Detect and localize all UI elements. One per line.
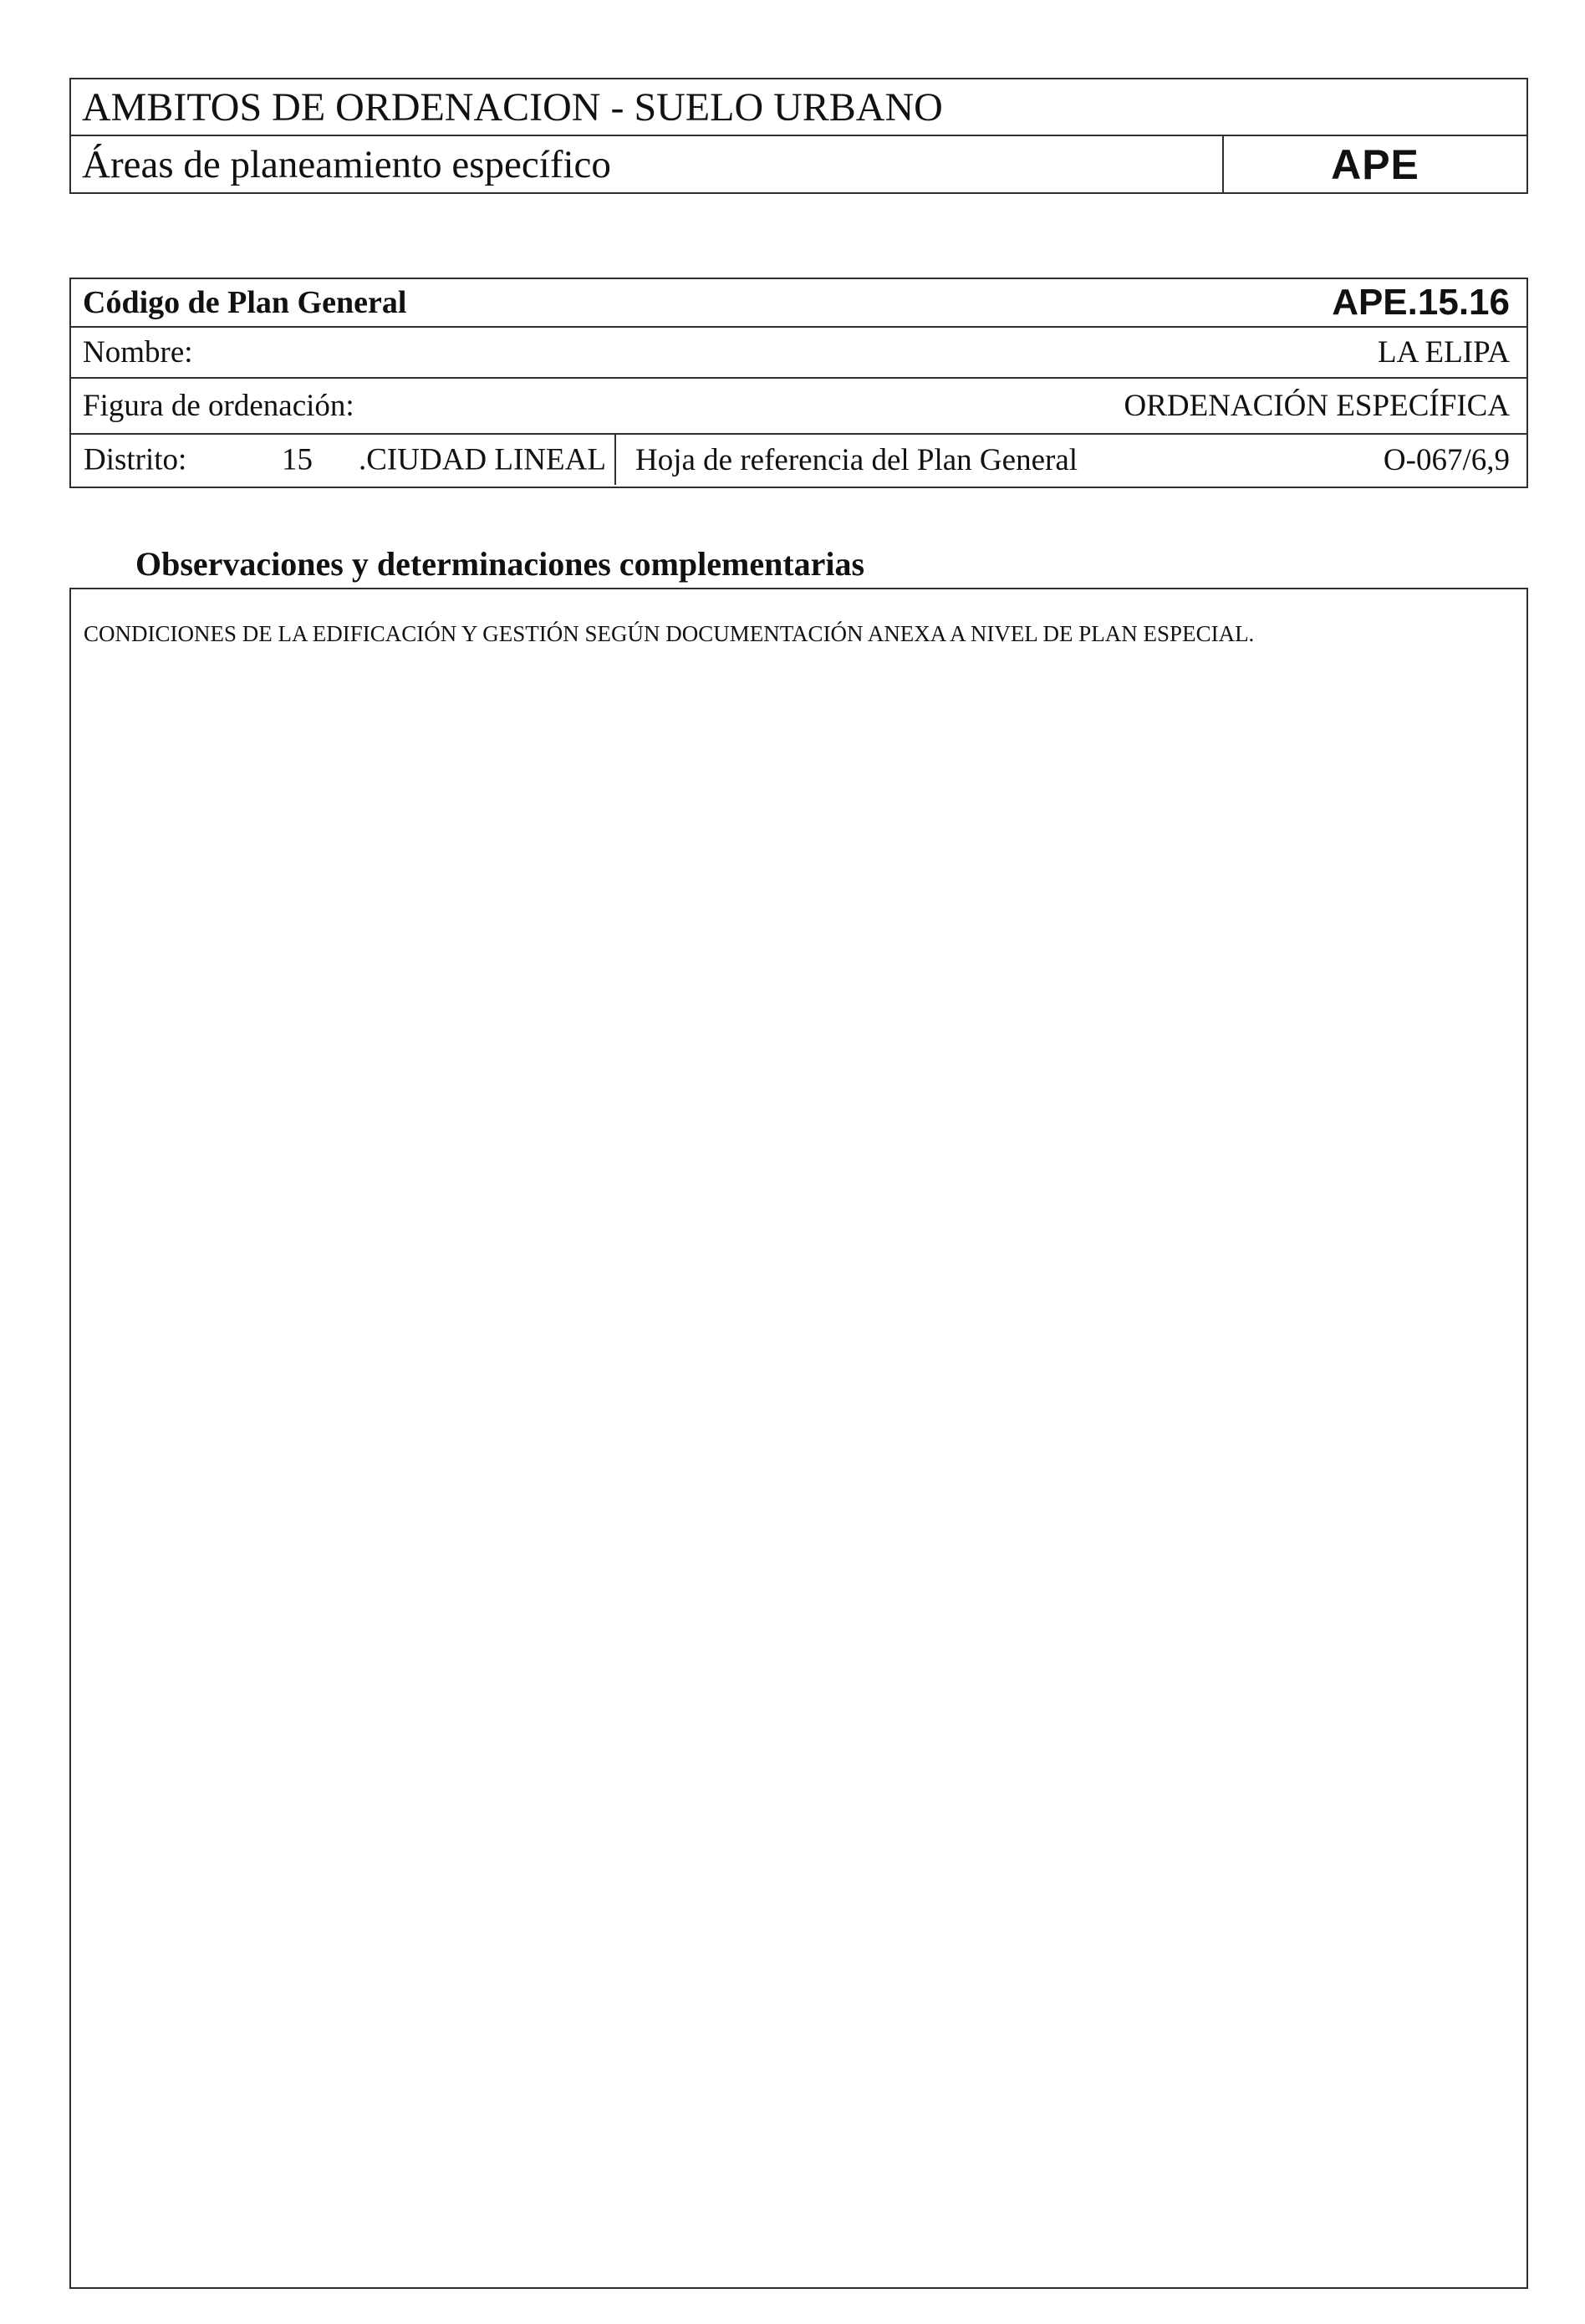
plan-code-value: APE.15.16 — [1332, 282, 1510, 323]
figure-value: ORDENACIÓN ESPECÍFICA — [1124, 389, 1510, 423]
header-box — [69, 78, 1528, 194]
observations-box — [69, 588, 1528, 2289]
sheet-ref-value: O-067/6,9 — [1383, 442, 1510, 477]
table-row-figure — [71, 379, 1526, 435]
header-subtitle-row — [71, 136, 1526, 192]
page-title: AMBITOS DE ORDENACION - SUELO URBANO — [82, 84, 943, 130]
page-subtitle: Áreas de planeamiento específico — [82, 142, 611, 186]
sheet-ref-cell — [616, 435, 1526, 485]
sheet-ref-label: Hoja de referencia del Plan General — [635, 442, 1078, 477]
plan-code-label: Código de Plan General — [83, 285, 407, 320]
district-name: .CIUDAD LINEAL — [359, 442, 606, 477]
table-row-district — [71, 435, 1526, 485]
district-cell — [71, 435, 616, 485]
district-number: 15 — [282, 442, 313, 477]
header-subtitle-cell — [71, 136, 1222, 192]
observations-heading: Observaciones y determinaciones complementarias — [135, 545, 865, 583]
name-label: Nombre: — [83, 335, 193, 369]
observations-text: CONDICIONES DE LA EDIFICACIÓN Y GESTIÓN SEGÚN DOCUMENTACIÓN ANEXA A NIVEL DE PLAN ESPECIAL. — [84, 621, 1255, 646]
header-title-row — [71, 79, 1526, 136]
table-row-plan-code — [71, 279, 1526, 328]
district-label: Distrito: — [84, 442, 187, 477]
info-table — [69, 278, 1528, 488]
figure-label: Figura de ordenación: — [83, 389, 354, 423]
name-value: LA ELIPA — [1378, 335, 1510, 369]
table-row-name — [71, 328, 1526, 379]
ape-badge: APE — [1222, 136, 1526, 192]
